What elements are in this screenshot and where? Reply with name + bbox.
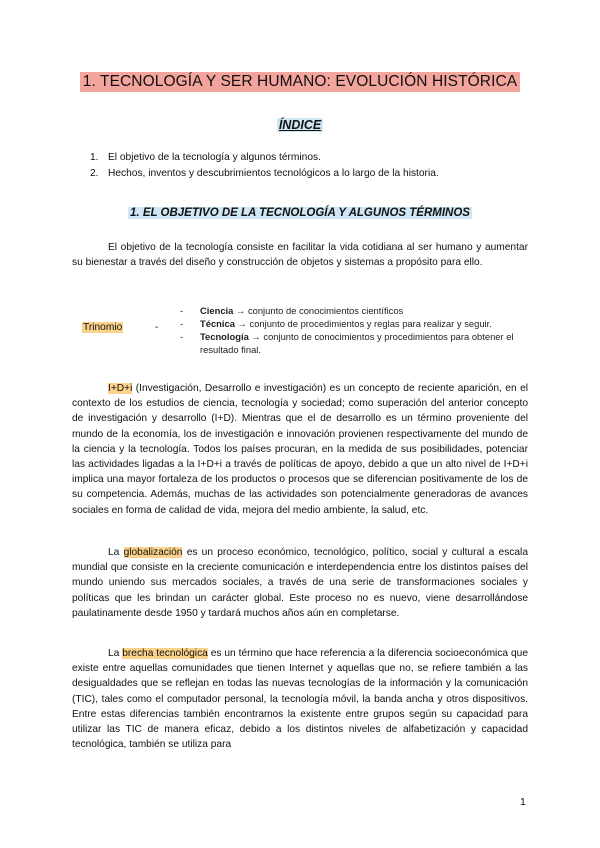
list-definition: → conjunto de conocimientos y procedimientos para obtener el resultado final. bbox=[200, 331, 514, 355]
list-term: Ciencia bbox=[200, 305, 234, 316]
toc-item-text: El objetivo de la tecnología y algunos términos. bbox=[108, 152, 321, 163]
list-definition: → conjunto de procedimientos y reglas para realizar y seguir. bbox=[234, 318, 492, 329]
list-dash: - bbox=[180, 305, 184, 316]
brecha-text: es un término que hace referencia a la diferencia socioeconómica que existe entre aquellas comunidades que tienen Internet y aquellas que no, se refiere también a las desigualdades que se reflejan en todas las nuevas tecnologías de la información y la comunicación (TIC), tales como el computador personal, la tecnología móvil, la banda ancha y otros dispositivos. Entre estas diferencias también encontramos la existente entre grupos según su capacidad para utilizar las TIC de manera eficaz, debido a los distintos niveles de alfabetización y capacidad tecnológica, también se utiliza para bbox=[72, 648, 528, 751]
list-term: Técnica bbox=[200, 318, 235, 329]
trinomio-label bbox=[82, 322, 123, 333]
intro-paragraph-text: El objetivo de la tecnología consiste en facilitar la vida cotidiana al ser humano y aumentar su bienestar a través del diseño y construcción de objetos y sistemas a propósito para ello. bbox=[72, 242, 528, 269]
brecha-pre: La bbox=[108, 648, 123, 659]
trinomio-list bbox=[180, 304, 530, 356]
list-term: Tecnología bbox=[200, 331, 249, 342]
list-item bbox=[180, 330, 530, 356]
section-heading bbox=[0, 207, 600, 219]
trinomio-bullet: - bbox=[155, 322, 159, 333]
table-of-contents bbox=[90, 150, 530, 182]
globalizacion-pre: La bbox=[108, 547, 124, 558]
index-heading-text: ÍNDICE bbox=[278, 118, 322, 132]
toc-item-number: 1. bbox=[90, 152, 99, 163]
list-dash: - bbox=[180, 318, 184, 329]
page-number: 1 bbox=[520, 796, 526, 808]
globalizacion-text: es un proceso económico, tecnológico, político, social y cultural a escala mundial que consiste en la creciente comunicación e interdependencia entre los distintos países del mundo uniendo sus mercados sociales, a través de una serie de transformaciones sociales y políticas que les brindan un carácter global. Este proceso no es nuevo, viene desarrollándose paulatinamente desde 1950 y tardará muchos años aún en completarse. bbox=[72, 547, 528, 619]
title-wrap bbox=[0, 72, 600, 92]
list-definition: → conjunto de conocimientos científicos bbox=[233, 305, 404, 316]
trinomio-label-text: Trinomio bbox=[83, 322, 123, 333]
document-title: 1. TECNOLOGÍA Y SER HUMANO: EVOLUCIÓN HISTÓRICA bbox=[80, 72, 521, 92]
list-item bbox=[180, 304, 530, 317]
globalizacion-term: globalización bbox=[123, 547, 183, 558]
toc-item-number: 2. bbox=[90, 168, 99, 179]
brecha-paragraph bbox=[72, 646, 528, 752]
index-heading bbox=[0, 118, 600, 132]
globalizacion-paragraph bbox=[72, 545, 528, 621]
brecha-term: brecha tecnológica bbox=[122, 648, 208, 659]
idi-term: I+D+i bbox=[108, 383, 133, 394]
list-dash: - bbox=[180, 331, 184, 342]
section-heading-text: 1. EL OBJETIVO DE LA TECNOLOGÍA Y ALGUNOS TÉRMINOS bbox=[130, 207, 470, 219]
intro-paragraph bbox=[72, 240, 528, 270]
list-item bbox=[180, 317, 530, 330]
idi-paragraph bbox=[72, 381, 528, 518]
toc-item bbox=[90, 150, 530, 166]
toc-item-text: Hechos, inventos y descubrimientos tecnológicos a lo largo de la historia. bbox=[108, 168, 439, 179]
idi-text: (Investigación, Desarrollo e investigación) es un concepto de reciente aparición, en el contexto de los estudios de ciencia, tecnología y sociedad; como superación del anterior concepto de investigación y desarrollo (I+D). Mientras que el de desarrollo es un término proveniente del mundo de la economía, los de investigación e innovación provienen respectivamente del mundo de la ciencia y la tecnología. Todos los países procuran, en la medida de sus posibilidades, potenciar las actividades ligadas a la I+D+i a través de políticas de apoyo, debido a que un alto nivel de I+D+i implica una mayor fortaleza de los productos o procesos que se diferencian positivamente de los de su competencia. Además, muchas de las actividades son potencialmente generadoras de avances sociales en forma de calidad de vida, mejora del medio ambiente, la salud, etc. bbox=[72, 383, 528, 516]
toc-item bbox=[90, 166, 530, 182]
